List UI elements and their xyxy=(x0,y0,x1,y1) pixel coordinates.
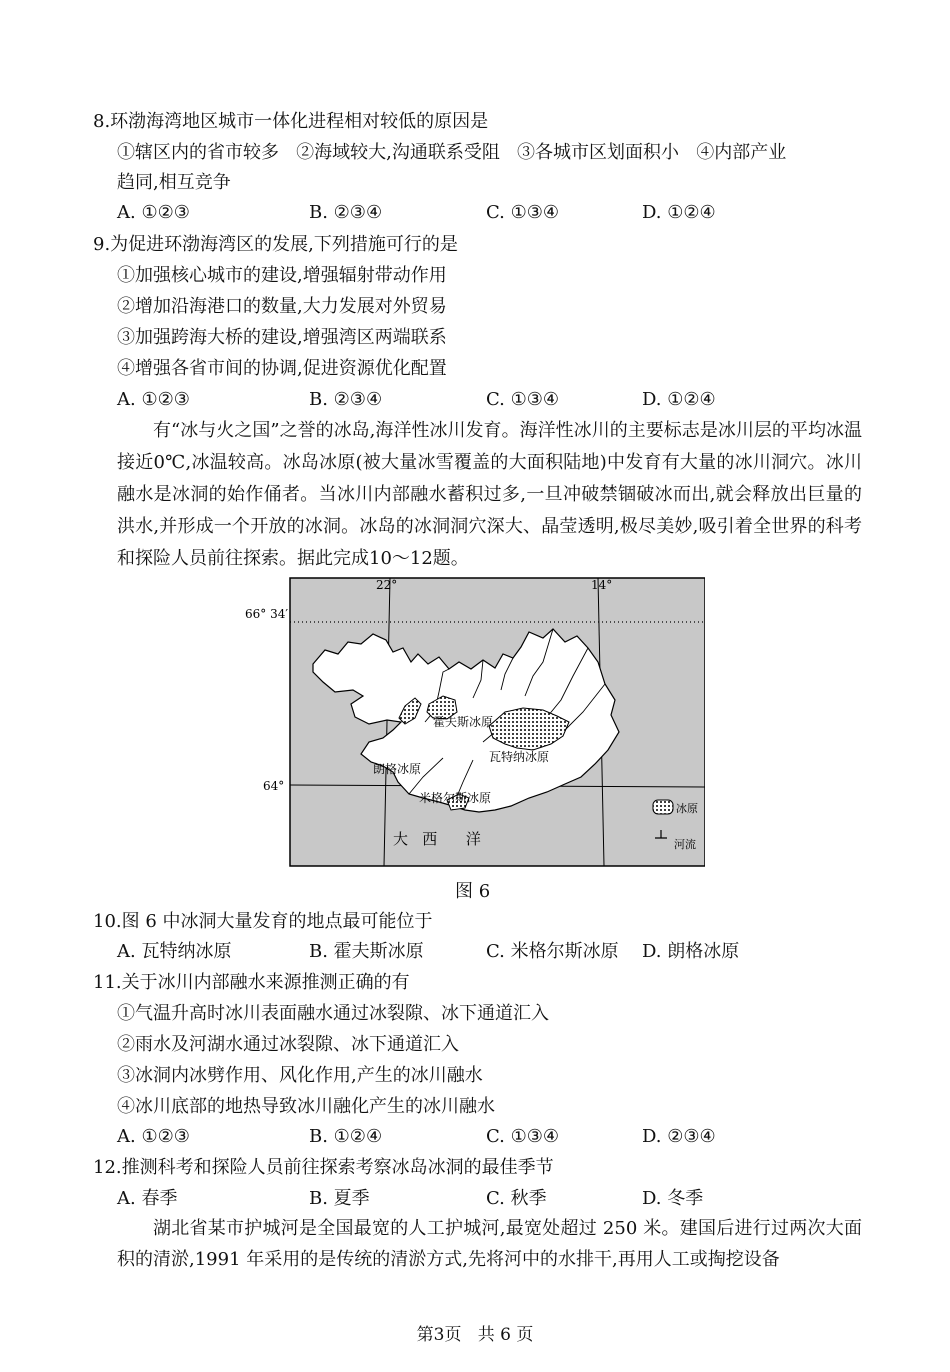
q9-item-3: ③加强跨海大桥的建设,增强湾区两端联系 xyxy=(117,327,447,348)
legend-river-label: 河流 xyxy=(674,838,696,851)
q12-option-d[interactable]: D. 冬季 xyxy=(642,1188,704,1209)
q9-option-c[interactable]: C. ①③④ xyxy=(486,389,559,410)
q11-option-a[interactable]: A. ①②③ xyxy=(117,1126,190,1147)
passage-iceland: 有“冰与火之国”之誉的冰岛,海洋性冰川发育。海洋性冰川的主要标志是冰川层的平均冰温接近0℃,冰温较高。冰岛冰原(被大量冰雪覆盖的大面积陆地)中发育有大量的冰川洞穴。冰川融水是冰洞的始作俑者。当冰川内部融水蓄积过多,一旦冲破禁锢破冰而出,就会释放出巨量的洪水,并形成一个开放的冰洞。冰岛的冰洞洞穴深大、晶莹透明,极尽美妙,吸引着全世界的科考和探险人员前往探索。据此完成10～12题。 xyxy=(117,420,862,569)
q10-stem: 10.图 6 中冰洞大量发育的地点最可能位于 xyxy=(93,911,433,932)
q9-item-1: ①加强核心城市的建设,增强辐射带动作用 xyxy=(117,265,447,286)
q9-option-d[interactable]: D. ①②④ xyxy=(642,389,716,410)
q12-option-a[interactable]: A. 春季 xyxy=(117,1188,178,1209)
q11-option-d[interactable]: D. ②③④ xyxy=(642,1126,716,1147)
label-atlantic-ocean: 大 西 洋 xyxy=(393,830,481,848)
passage-moat: 湖北省某市护城河是全国最宽的人工护城河,最宽处超过 250 米。建国后进行过两次大面积的清淤,1991 年采用的是传统的清淤方式,先将河中的水排干,再用人工或掏挖设备 xyxy=(117,1218,862,1270)
q8-items-line2: 趋同,相互竞争 xyxy=(117,172,231,193)
q11-item-4: ④冰川底部的地热导致冰川融化产生的冰川融水 xyxy=(117,1096,495,1117)
q8-option-d[interactable]: D. ①②④ xyxy=(642,202,716,223)
page-footer: 第3页 共 6 页 xyxy=(416,1325,534,1345)
label-langjokull: 朗格冰原 xyxy=(373,762,422,776)
q9-option-a[interactable]: A. ①②③ xyxy=(117,389,190,410)
q8-option-b[interactable]: B. ②③④ xyxy=(309,202,383,223)
q12-option-c[interactable]: C. 秋季 xyxy=(486,1188,547,1209)
label-hofsjokull: 霍夫斯冰原 xyxy=(433,715,494,729)
legend-ice-label: 冰原 xyxy=(676,802,698,815)
q9-item-4: ④增强各省市间的协调,促进资源优化配置 xyxy=(117,358,447,379)
q10-option-a[interactable]: A. 瓦特纳冰原 xyxy=(117,941,232,962)
q10-option-d[interactable]: D. 朗格冰原 xyxy=(642,941,740,962)
q9-stem: 9.为促进环渤海湾区的发展,下列措施可行的是 xyxy=(93,234,458,255)
lon-22-label: 22° xyxy=(376,578,398,592)
q11-item-2: ②雨水及河湖水通过冰裂隙、冰下通道汇入 xyxy=(117,1034,459,1055)
lon-14-label: 14° xyxy=(591,578,613,592)
q12-stem: 12.推测科考和探险人员前往探索考察冰岛冰洞的最佳季节 xyxy=(93,1157,554,1178)
q8-stem: 8.环渤海湾地区城市一体化进程相对较低的原因是 xyxy=(93,111,489,132)
q8-option-c[interactable]: C. ①③④ xyxy=(486,202,559,223)
q9-item-2: ②增加沿海港口的数量,大力发展对外贸易 xyxy=(117,296,447,317)
label-myrdalsjokull: 米格尔斯冰原 xyxy=(419,791,492,805)
q12-option-b[interactable]: B. 夏季 xyxy=(309,1188,370,1209)
lat-64-label: 64° xyxy=(263,779,285,793)
label-vatnajokull: 瓦特纳冰原 xyxy=(489,750,550,764)
q10-option-b[interactable]: B. 霍夫斯冰原 xyxy=(309,941,424,962)
q11-stem: 11.关于冰川内部融水来源推测正确的有 xyxy=(93,972,410,993)
figure-caption: 图 6 xyxy=(455,881,491,902)
q10-option-c[interactable]: C. 米格尔斯冰原 xyxy=(486,941,619,962)
q11-item-1: ①气温升高时冰川表面融水通过冰裂隙、冰下通道汇入 xyxy=(117,1003,549,1024)
q8-option-a[interactable]: A. ①②③ xyxy=(117,202,190,223)
q11-option-c[interactable]: C. ①③④ xyxy=(486,1126,559,1147)
q11-option-b[interactable]: B. ①②④ xyxy=(309,1126,383,1147)
iceland-map xyxy=(243,572,705,868)
q8-items-line1: ①辖区内的省市较多 ②海域较大,沟通联系受阻 ③各城市区划面积小 ④内部产业 xyxy=(117,142,787,163)
legend-ice-swatch xyxy=(653,800,673,814)
q11-item-3: ③冰洞内冰劈作用、风化作用,产生的冰川融水 xyxy=(117,1065,483,1086)
lat-66-label: 66° 34′ xyxy=(245,607,289,621)
q9-option-b[interactable]: B. ②③④ xyxy=(309,389,383,410)
